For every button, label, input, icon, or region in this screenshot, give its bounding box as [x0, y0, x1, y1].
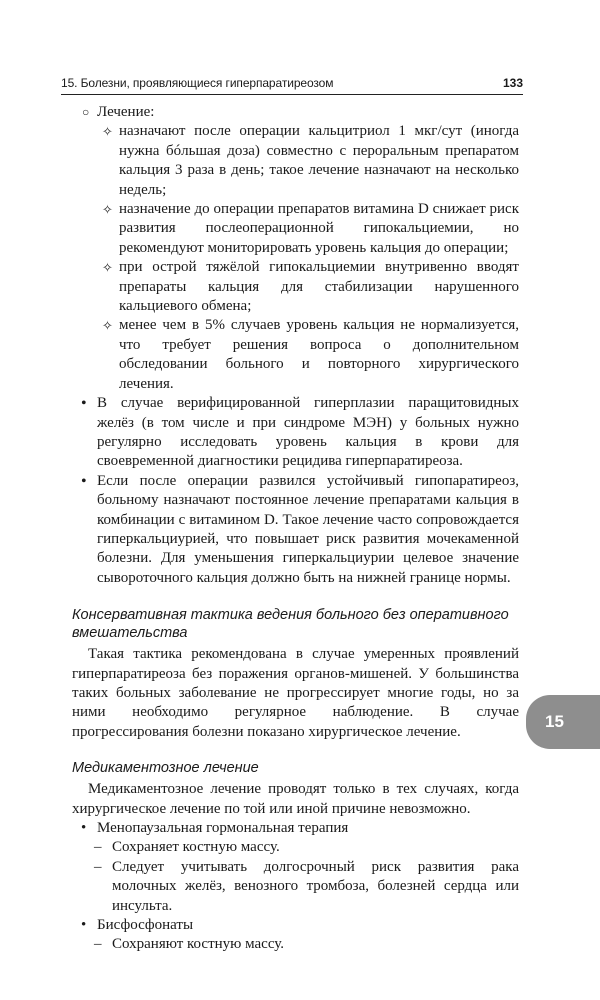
- medication-subitem: [72, 858, 519, 916]
- medication-group: [72, 819, 519, 838]
- medication-subitem-text: Следует учитывать долгосрочный риск развития рака молочных желёз, венозного тромбоза, болезней сердца или инсульта.: [112, 858, 519, 914]
- medication-group-title: Менопаузальная гормональная терапия: [97, 820, 349, 836]
- section-heading-conservative: Консервативная тактика ведения больного без оперативного вмешательства: [72, 607, 509, 642]
- bullet-text: В случае верифицированной гиперплазии паращитовидных желёз (в том числе и при синдроме МЭН) у больных нужно регулярно исследовать уровень кальция в крови для своевременной диагностики рецидива гиперпаратиреоза.: [97, 395, 519, 470]
- treatment-list-item: [72, 122, 519, 200]
- header-chapter-title: 15. Болезни, проявляющиеся гиперпаратиреозом: [61, 76, 334, 90]
- bullet-icon: •: [81, 472, 87, 490]
- bullet-text: Если после операции развился устойчивый гипопаратиреоз, больному назначают постоянное лечение препаратами кальция в комбинации с витамином D. Такое лечение часто сопровождается гиперкальциурией, что повышает риск развития мочекаменной болезни. Для уменьшения гиперкальциурии целевое значение сывороточного кальция должно быть на нижней границе нормы.: [97, 472, 519, 586]
- circle-bullet-icon: ○: [82, 105, 90, 119]
- dash-icon: –: [94, 858, 102, 875]
- bullet-icon: •: [81, 917, 87, 934]
- dash-icon: –: [94, 839, 102, 856]
- medication-group-title: Бисфосфонаты: [97, 917, 194, 934]
- treatment-item-text: назначение до операции препаратов витамина D снижает риск развития послеоперационной гипокальциемии, но рекомендуют мониторировать уровень кальция до операции;: [119, 201, 519, 256]
- treatment-list-item: [72, 200, 519, 258]
- bullet-paragraph: [72, 394, 519, 472]
- page-content: [72, 103, 519, 955]
- treatment-item-text: назначают после операции кальцитриол 1 мкг/сут (иногда нужна бóльшая доза) совместно с пероральным препаратом кальция 3 раза в день; такое лечение назначают на несколько недель;: [119, 123, 519, 198]
- medication-paragraph: Медикаментозное лечение проводят только в тех случаях, когда хирургическое лечение по той или иной причине невозможно.: [72, 781, 519, 817]
- medication-subitem-text: Сохраняет костную массу.: [112, 839, 280, 856]
- diamond-bullet-icon: ✧: [102, 260, 113, 276]
- running-header: [61, 72, 523, 95]
- bullet-paragraph: [72, 472, 519, 588]
- treatment-item-text: при острой тяжёлой гипокальциемии внутривенно вводят препараты кальция для стабилизации нарушенного кальциевого обмена;: [119, 259, 519, 315]
- treatment-list-item: [72, 258, 519, 316]
- bullet-icon: •: [81, 395, 87, 413]
- treatment-label: Лечение:: [97, 104, 155, 120]
- chapter-tab: 15: [526, 695, 600, 749]
- medication-group: [72, 916, 519, 935]
- treatment-list-item: [72, 316, 519, 394]
- treatment-item: [72, 103, 519, 122]
- treatment-list: [72, 122, 519, 394]
- diamond-bullet-icon: ✧: [102, 202, 113, 218]
- medication-subitem: [72, 935, 519, 954]
- medication-subitem-text: Сохраняют костную массу.: [112, 936, 285, 953]
- bullet-icon: •: [81, 820, 87, 836]
- dash-icon: –: [94, 936, 102, 953]
- medication-subitem: [72, 838, 519, 857]
- treatment-item-text: менее чем в 5% случаев уровень кальция не нормализуется, что требует решения вопроса о дополнительном обследовании больного и повторного хирургического лечения.: [119, 317, 519, 392]
- diamond-bullet-icon: ✧: [102, 318, 113, 334]
- conservative-paragraph: Такая тактика рекомендована в случае умеренных проявлений гиперпаратиреоза без поражения органов-мишеней. У большинства таких больных заболевание не прогрессирует многие годы, но за ними необходимо регулярное наблюдение. В случае прогрессирования болезни показано хирургическое лечение.: [72, 646, 519, 740]
- section-heading-medication: Медикаментозное лечение: [72, 760, 259, 777]
- diamond-bullet-icon: ✧: [102, 124, 113, 140]
- page-number: 133: [502, 76, 523, 90]
